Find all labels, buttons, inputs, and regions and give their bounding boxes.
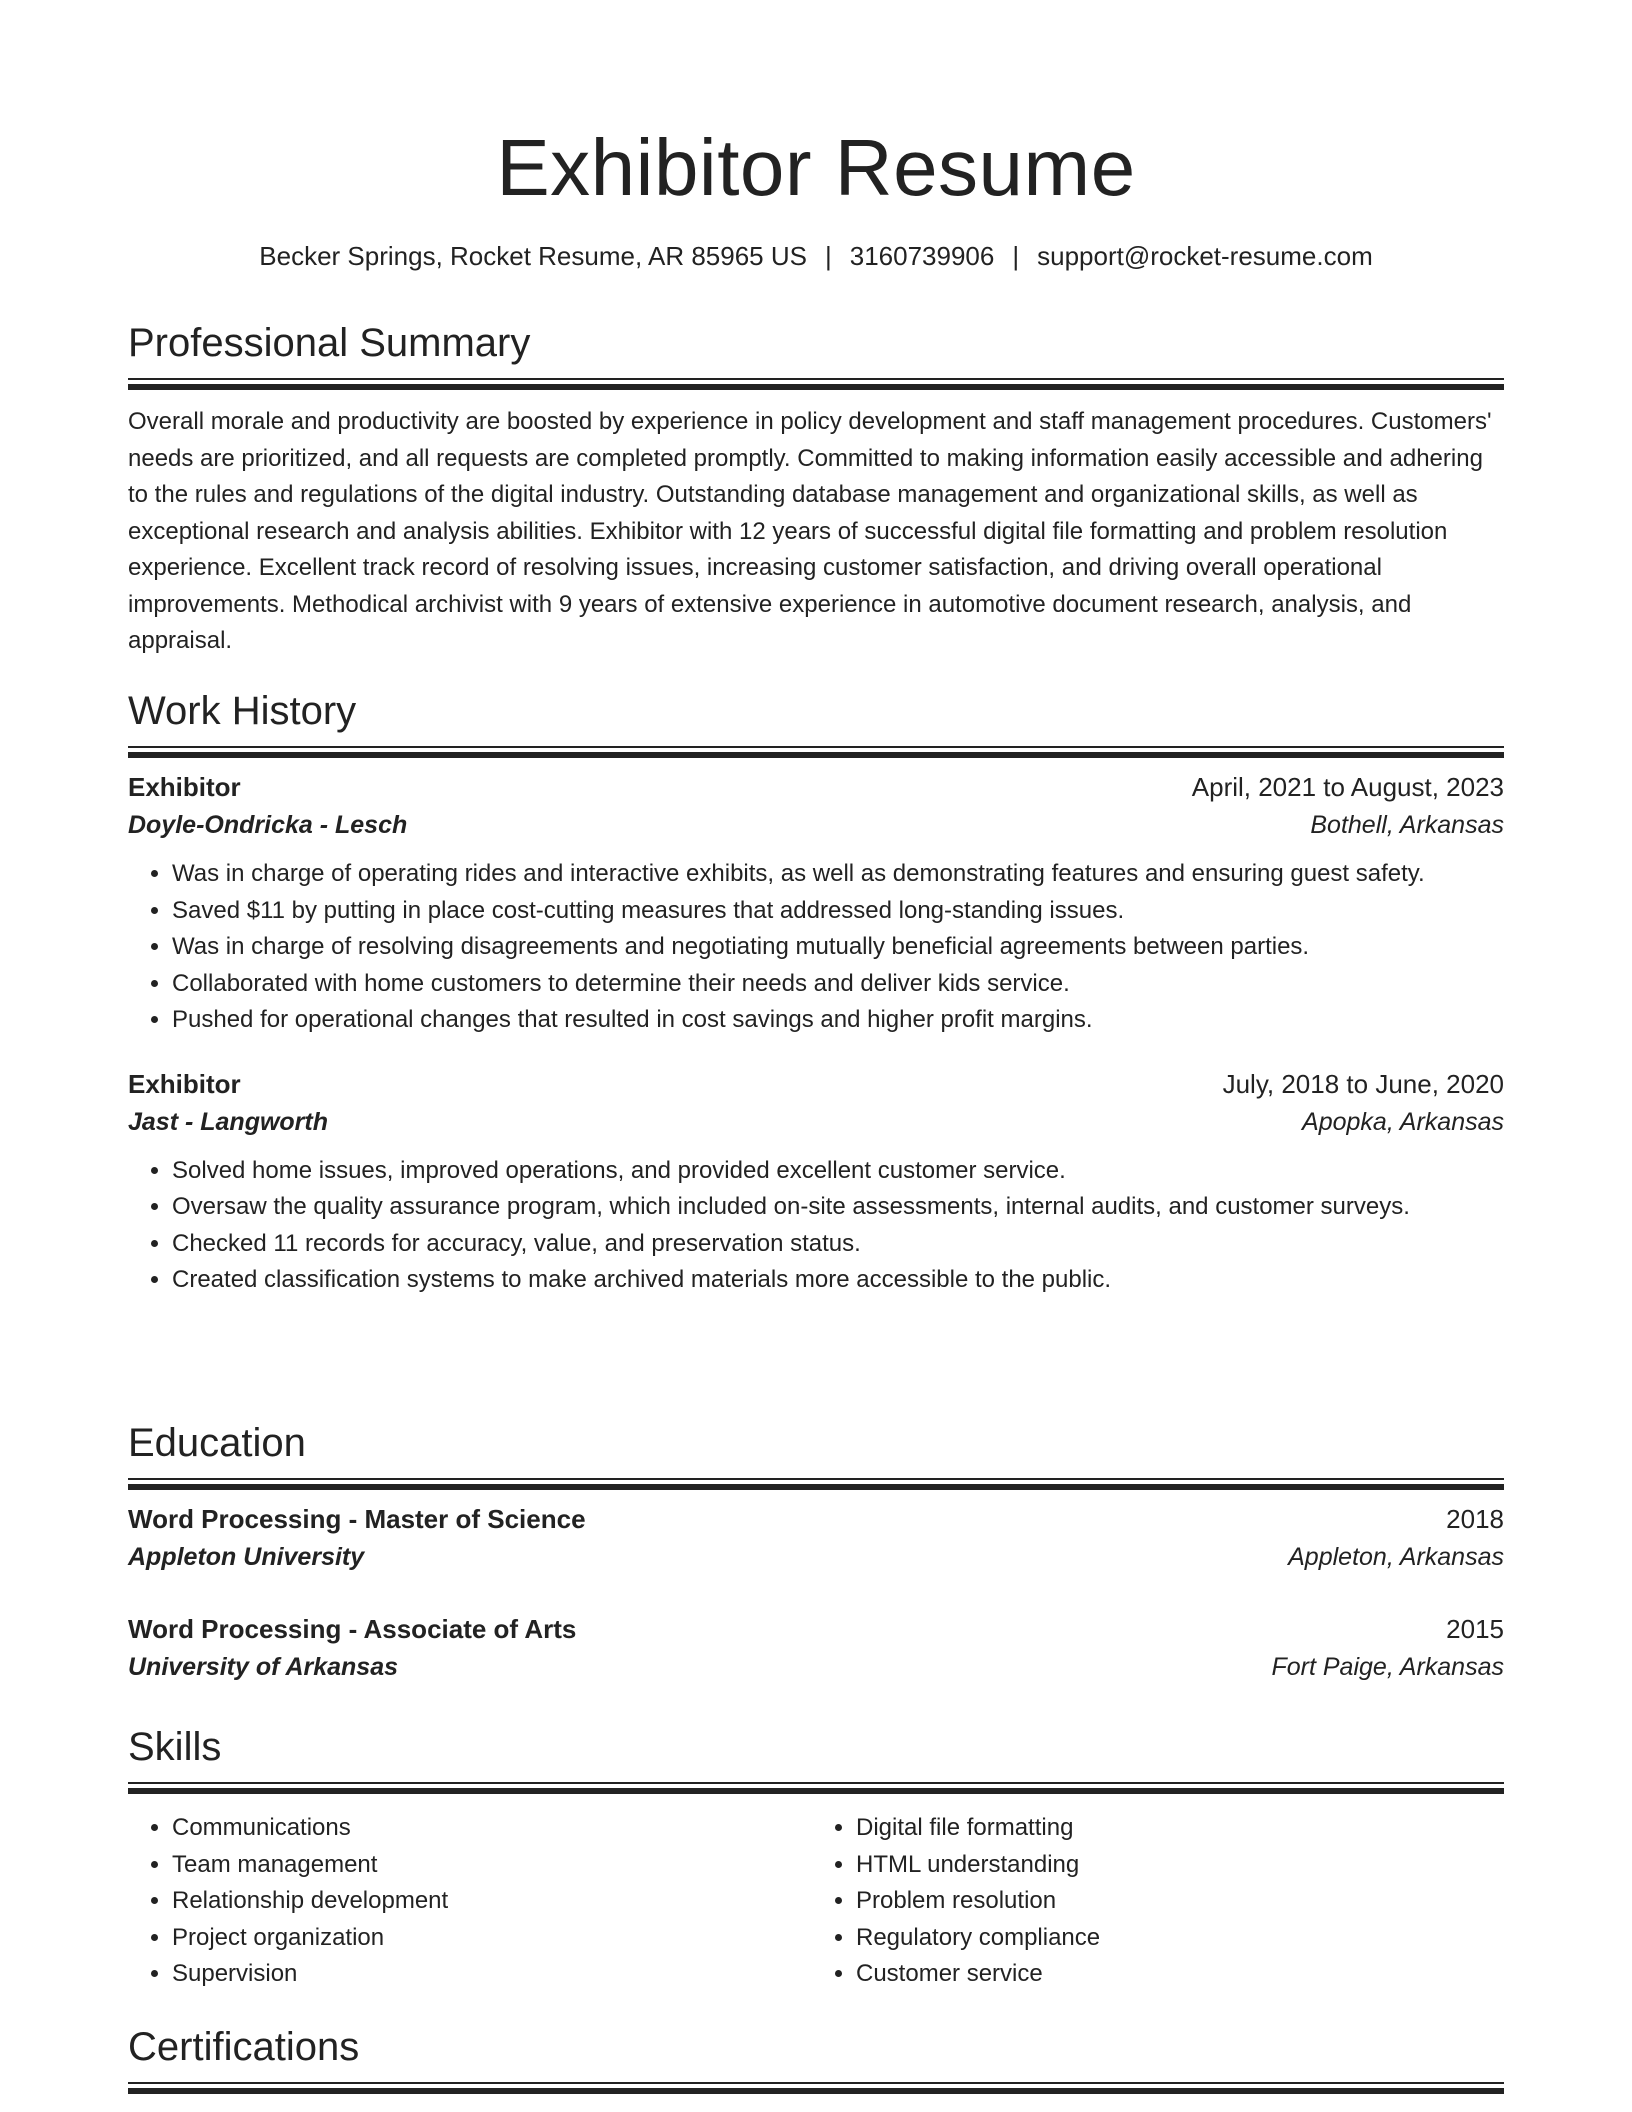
job-header-row	[128, 1065, 1504, 1103]
job-company-row	[128, 806, 1504, 844]
education-school: University of Arkansas	[128, 1653, 399, 1681]
work-history-section	[128, 686, 1504, 1299]
section-divider	[128, 1782, 1504, 1796]
education-year: 2015	[1446, 1614, 1504, 1644]
section-divider	[128, 746, 1504, 760]
skills-list-left	[128, 1810, 806, 1993]
section-divider	[128, 378, 1504, 392]
section-title-skills: Skills	[128, 1725, 222, 1769]
education-location: Appleton, Arkansas	[1288, 1543, 1504, 1571]
skill-item: • Regulatory compliance	[856, 1920, 1490, 1957]
job-bullet: • Pushed for operational changes that resulted in cost savings and higher profit margins.	[172, 1002, 1504, 1039]
job-bullet: • Saved $11 by putting in place cost-cutting measures that addressed long-standing issues.	[172, 893, 1504, 930]
job-company-row	[128, 1103, 1504, 1141]
job-bullet: • Was in charge of operating rides and interactive exhibits, as well as demonstrating features and ensuring guest safety.	[172, 856, 1504, 893]
education-school-row	[128, 1538, 1504, 1576]
education-degree: Word Processing - Master of Science	[128, 1504, 586, 1534]
job-bullet: • Solved home issues, improved operations, and provided excellent customer service.	[172, 1153, 1504, 1190]
job-title: Exhibitor	[128, 772, 241, 802]
job-bullet: • Was in charge of resolving disagreements and negotiating mutually beneficial agreements between parties.	[172, 929, 1504, 966]
skill-item: • Digital file formatting	[856, 1810, 1490, 1847]
job-location: Bothell, Arkansas	[1310, 811, 1504, 839]
job-dates: April, 2021 to August, 2023	[1191, 772, 1504, 802]
skills-list-right	[806, 1810, 1490, 1993]
education-school-row	[128, 1648, 1504, 1686]
contact-separator: |	[824, 241, 832, 271]
certifications-section	[128, 2022, 1504, 2096]
job-bullet: • Checked 11 records for accuracy, value, and preservation status.	[172, 1226, 1504, 1263]
job-dates: July, 2018 to June, 2020	[1222, 1068, 1504, 1099]
job-entry	[128, 768, 1504, 1039]
skill-item: • Team management	[172, 1847, 806, 1884]
education-degree: Word Processing - Associate of Arts	[128, 1614, 577, 1644]
contact-phone: 3160739906	[849, 241, 995, 271]
contact-address: Becker Springs, Rocket Resume, AR 85965 US	[259, 241, 807, 271]
skill-item: • HTML understanding	[856, 1847, 1490, 1884]
contact-separator: |	[1012, 241, 1020, 271]
resume-title: Exhibitor Resume	[496, 123, 1136, 212]
job-company: Jast - Langworth	[128, 1107, 329, 1136]
education-location: Fort Paige, Arkansas	[1271, 1653, 1504, 1681]
skills-section	[128, 1722, 1504, 1993]
skill-item: • Problem resolution	[856, 1883, 1490, 1920]
section-title-education: Education	[128, 1421, 306, 1465]
job-header-row	[128, 768, 1504, 806]
job-bullet: • Created classification systems to make archived materials more accessible to the public.	[172, 1262, 1504, 1299]
job-bullet: • Oversaw the quality assurance program, which included on-site assessments, internal audits, and customer surveys.	[172, 1189, 1504, 1226]
section-title-certifications: Certifications	[128, 2025, 360, 2069]
section-title-work-history: Work History	[128, 689, 357, 733]
education-section	[128, 1418, 1504, 1686]
education-header-row	[128, 1610, 1504, 1648]
education-entry	[128, 1610, 1504, 1686]
summary-section	[128, 318, 1504, 660]
education-school: Appleton University	[128, 1543, 365, 1571]
job-company: Doyle-Ondricka - Lesch	[128, 811, 408, 839]
section-divider	[128, 2082, 1504, 2096]
skill-item: • Relationship development	[172, 1883, 806, 1920]
contact-line	[128, 240, 1504, 272]
section-divider	[128, 1478, 1504, 1492]
education-year: 2018	[1446, 1504, 1504, 1534]
contact-email: support@rocket-resume.com	[1037, 241, 1373, 271]
job-bullet: • Collaborated with home customers to determine their needs and deliver kids service.	[172, 966, 1504, 1003]
skill-item: • Project organization	[172, 1920, 806, 1957]
skill-item: • Customer service	[856, 1956, 1490, 1993]
skill-item: • Communications	[172, 1810, 806, 1847]
job-entry	[128, 1065, 1504, 1299]
job-location: Apopka, Arkansas	[1302, 1107, 1504, 1136]
summary-text: Overall morale and productivity are boosted by experience in policy development and staff management procedures. Customers' needs are prioritized, and all requests are completed promptly. Committed to making information easily accessible and adhering to the rules and regulations of the digital industry. Outstanding database management and organizational skills, as well as exceptional research and analysis abilities. Exhibitor with 12 years of successful digital file formatting and problem resolution experience. Excellent track record of resolving issues, increasing customer satisfaction, and driving overall operational improvements. Methodical archivist with 9 years of extensive experience in automotive document research, analysis, and appraisal.	[128, 408, 1492, 654]
job-bullet-list	[128, 856, 1504, 1039]
education-header-row	[128, 1500, 1504, 1538]
job-title: Exhibitor	[128, 1068, 241, 1099]
education-entry	[128, 1500, 1504, 1576]
skill-item: • Supervision	[172, 1956, 806, 1993]
skills-columns	[128, 1810, 1504, 1993]
job-bullet-list	[128, 1153, 1504, 1299]
section-title-summary: Professional Summary	[128, 321, 531, 365]
